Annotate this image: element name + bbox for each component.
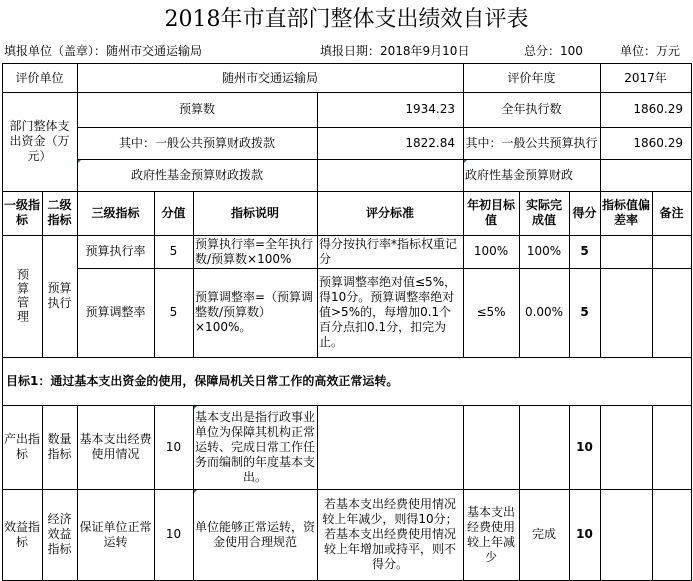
goal-score: 10 xyxy=(576,527,593,541)
row-level3: 预算执行率 xyxy=(85,244,146,258)
currency-unit: 单位：万元 xyxy=(620,44,681,58)
goal-target xyxy=(463,405,519,489)
goal-actual: 完成 xyxy=(531,527,556,541)
grid-line xyxy=(317,405,318,581)
budget-mgmt-label: 预算管理 xyxy=(15,268,30,324)
grid-line xyxy=(569,191,570,357)
goal-desc: 单位能够正常运转，资金使用合理规范 xyxy=(195,519,316,549)
reporting-date: 填报日期：2018年9月10日 xyxy=(320,44,470,58)
eval-unit-value: 随州市交通运输局 xyxy=(221,70,318,85)
header-score: 得分 xyxy=(572,205,597,220)
goal-level1: 效益指标 xyxy=(4,519,41,549)
reporting-unit: 填报单位（盖章）：随州市交通运输局 xyxy=(4,44,203,58)
eval-unit-label: 评价单位 xyxy=(15,70,64,85)
row-weight: 5 xyxy=(169,305,178,319)
grid-line xyxy=(317,92,318,357)
goal-level3: 基本支出经费使用情况 xyxy=(79,432,152,461)
grid-line xyxy=(569,405,570,581)
budget-exec-label: 预算执行 xyxy=(47,281,72,310)
exec-label: 全年执行数 xyxy=(501,102,562,116)
header-deviation: 指标值偏差率 xyxy=(602,198,651,227)
grid-line xyxy=(193,405,194,581)
grid-line xyxy=(42,405,43,581)
grid-line xyxy=(519,405,520,581)
row-weight: 5 xyxy=(169,244,178,258)
row-level3: 预算调整率 xyxy=(85,305,146,319)
grid-line xyxy=(2,357,692,358)
row-criteria: 得分按执行率*指标权重记分 xyxy=(319,236,458,266)
grid-line xyxy=(2,63,692,64)
grid-line xyxy=(463,63,464,357)
grid-line xyxy=(2,63,3,581)
row-actual: 0.00% xyxy=(524,305,564,319)
exec-value: 1860.29 xyxy=(633,102,683,116)
page-title: 2018年市直部门整体支出绩效自评表 xyxy=(164,7,529,32)
row-criteria: 预算调整率绝对值≤5%，得10分。预算调整率绝对值>5%的，每增加0.1个百分点扣0.1分，扣完为止。 xyxy=(319,275,457,349)
header-level3: 三级指标 xyxy=(91,205,140,220)
grid-line xyxy=(652,191,653,357)
goal-criteria xyxy=(317,405,463,489)
general-budget-label: 其中：一般公共预算财政拨款 xyxy=(118,135,275,150)
grid-line xyxy=(42,191,43,357)
general-budget-value: 1822.84 xyxy=(405,135,455,150)
grid-line xyxy=(519,191,520,357)
goal-score: 10 xyxy=(576,439,593,454)
goal-level1: 产出指标 xyxy=(4,432,41,461)
grid-line xyxy=(77,405,78,581)
goal-level2: 数量指标 xyxy=(47,432,72,461)
grid-line xyxy=(2,235,692,236)
row-actual: 100% xyxy=(526,244,562,258)
header-level1: 一级指标 xyxy=(4,198,41,227)
goal-level2: 经济效益指标 xyxy=(47,512,72,556)
grid-line xyxy=(600,63,601,357)
goal-text: 目标1：通过基本支出资金的使用，保障局机关日常工作的高效正常运转。 xyxy=(6,373,399,388)
row-target: ≤5% xyxy=(476,305,506,319)
gov-fund-exec-value xyxy=(600,159,691,191)
header-desc: 指标说明 xyxy=(230,205,279,220)
goal-actual xyxy=(519,405,569,489)
header-weight: 分值 xyxy=(161,205,186,220)
grid-line xyxy=(154,405,155,581)
row-score: 5 xyxy=(580,244,589,258)
gov-fund-exec-label: 政府性基金预算财政 xyxy=(465,167,574,182)
header-actual: 实际完成值 xyxy=(525,198,562,227)
goal-level3: 保证单位正常运转 xyxy=(79,519,152,549)
header-remark: 备注 xyxy=(659,205,684,220)
row-score: 5 xyxy=(580,305,589,319)
row-desc: 预算执行率=全年执行数/预算数×100% xyxy=(195,236,314,266)
budget-label: 预算数 xyxy=(178,102,215,116)
grid-line xyxy=(77,63,78,357)
goal-criteria: 若基本支出经费使用情况较上年减少，则得10分；若基本支出经费使用情况较上年增加或持平，则不得分。 xyxy=(322,497,458,571)
grid-line xyxy=(2,489,692,490)
grid-line xyxy=(193,191,194,357)
grid-line xyxy=(154,191,155,357)
goal-target: 基本支出经费使用较上年减少 xyxy=(466,504,515,564)
goal-weight: 10 xyxy=(165,527,182,541)
grid-line xyxy=(652,405,653,581)
grid-line xyxy=(2,92,692,93)
eval-year-label: 评价年度 xyxy=(507,70,556,85)
total-score: 总分：100 xyxy=(524,44,583,58)
grid-line xyxy=(463,405,464,581)
fund-label: 部门整体支出资金（万元） xyxy=(9,119,70,163)
goal-desc: 基本支出是指行政事业单位为保障其机构正常运转、完成日常工作任务而编制的年度基本支出。 xyxy=(195,409,316,484)
row-desc: 预算调整率=（预算调整数/预算数）×100%。 xyxy=(195,290,314,334)
grid-line xyxy=(2,405,692,406)
gov-fund-label: 政府性基金预算财政拨款 xyxy=(130,167,263,182)
header-criteria: 评分标准 xyxy=(365,205,414,220)
eval-year-value: 2017年 xyxy=(624,70,667,85)
grid-line xyxy=(691,63,692,581)
row-target: 100% xyxy=(473,244,509,258)
grid-line xyxy=(2,191,692,192)
gov-fund-value xyxy=(317,159,463,191)
header-target: 年初目标值 xyxy=(466,198,515,227)
general-exec-label: 其中：一般公共预算执行 xyxy=(465,135,598,150)
header-level2: 二级指标 xyxy=(47,198,72,227)
goal-weight: 10 xyxy=(165,439,182,454)
budget-value: 1934.23 xyxy=(405,102,455,116)
general-exec-value: 1860.29 xyxy=(633,135,683,150)
grid-line xyxy=(600,405,601,581)
